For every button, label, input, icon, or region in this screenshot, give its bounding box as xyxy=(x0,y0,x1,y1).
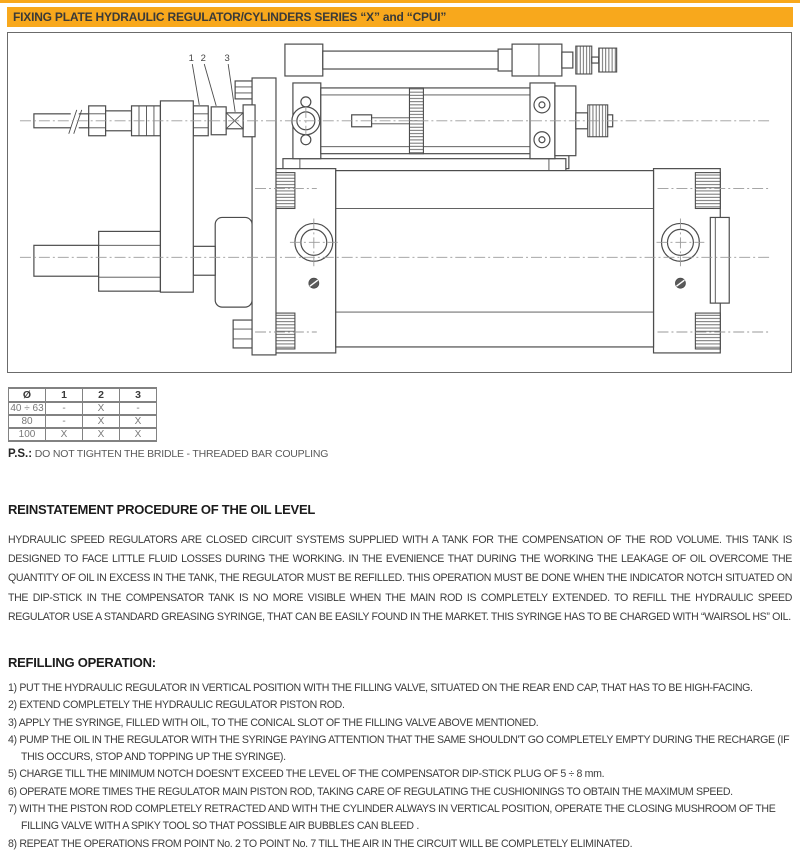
cell: - xyxy=(46,415,83,428)
drawing-frame xyxy=(7,32,792,373)
step-text: CHARGE TILL THE MINIMUM NOTCH DOESN'T EXCEED THE LEVEL OF THE COMPENSATOR DIP-STICK PLUG OF 5 ÷ 8 mm. xyxy=(16,768,605,781)
cell: - xyxy=(120,402,157,415)
diameter-option-table xyxy=(8,387,157,442)
step-text: PUT THE HYDRAULIC REGULATOR IN VERTICAL POSITION WITH THE FILLING VALVE, SITUATED ON THE REAR END CAP, THAT HAS TO BE HIGH-FACING. xyxy=(16,682,753,694)
step-3 xyxy=(8,715,794,732)
ps-prefix: P.S.: xyxy=(8,448,33,460)
col-header-1: 1 xyxy=(46,388,83,402)
refilling-steps xyxy=(8,680,794,853)
step-number: 1) xyxy=(8,682,17,694)
step-1 xyxy=(8,680,794,697)
step-7 xyxy=(8,801,794,836)
step-text: OPERATE MORE TIMES THE REGULATOR MAIN PISTON ROD, TAKING CARE OF REGULATING THE CUSHIONINGS TO OBTAIN THE MAXIMUM SPEED. xyxy=(16,785,733,798)
cell: 40 ÷ 63 xyxy=(10,403,44,414)
col-header-diameter: Ø xyxy=(9,388,46,402)
step-8 xyxy=(8,836,794,853)
step-number: 4) xyxy=(8,733,17,746)
title-band xyxy=(7,7,793,27)
label-3: 3 xyxy=(224,53,230,65)
step-text: EXTEND COMPLETELY THE HYDRAULIC REGULATOR PISTON ROD. xyxy=(16,699,345,712)
part-labels xyxy=(189,53,235,112)
label-2: 2 xyxy=(200,53,206,65)
cell: X xyxy=(120,428,157,441)
top-accent-rule xyxy=(0,0,800,3)
reinstatement-body: HYDRAULIC SPEED REGULATORS ARE CLOSED CIRCUIT SYSTEMS SUPPLIED WITH A TANK FOR THE COMPENSATION OF THE ROD VOLUME. THIS TANK IS DESIGNED TO FACE LITTLE FLUID LOSSES DURING THE WORKING. IN THE EVENIENCE THAT DURING THE WORKING THE LEAKAGE OF OIL OVERCOME THE QUANTITY OF OIL IN EXCESS IN THE TANK, THE REGULATOR MUST BE REFILLED. THIS OPERATION MUST BE DONE WHEN THE INDICATOR NOTCH SITUATED ON THE DIP-STICK IN THE COMPENSATOR TANK IS NO MORE VISIBLE WHEN THE MAIN ROD IS COMPLETELY EXTENDED. TO REFILL THE HYDRAULIC SPEED REGULATOR USE A STANDARD GREASING SYRINGE, THAT CAN BE EASILY FOUND IN THE MARKET. THIS SYRINGE HAS TO BE CHARGED WITH “WAIRSOL HS” OIL. xyxy=(8,534,792,623)
step-number: 7) xyxy=(8,803,17,816)
section-heading-reinstatement: REINSTATEMENT PROCEDURE OF THE OIL LEVEL xyxy=(8,502,316,517)
bridle-fixing-plate xyxy=(160,101,193,292)
step-5 xyxy=(8,766,794,783)
ps-note xyxy=(8,448,328,460)
label-1: 1 xyxy=(188,53,194,65)
table-header-row xyxy=(9,388,157,402)
step-number: 8) xyxy=(8,837,17,850)
col-header-3: 3 xyxy=(120,388,157,402)
cell: X xyxy=(120,415,157,428)
cell: X xyxy=(83,402,120,415)
step-6 xyxy=(8,784,794,801)
cell: 80 xyxy=(9,415,46,428)
step-text: APPLY THE SYRINGE, FILLED WITH OIL, TO THE CONICAL SLOT OF THE FILLING VALVE ABOVE MENTIONED. xyxy=(16,716,539,729)
ps-text: DO NOT TIGHTEN THE BRIDLE - THREADED BAR COUPLING xyxy=(32,448,329,460)
step-number: 2) xyxy=(8,699,17,712)
cell: 100 xyxy=(9,428,46,441)
table-row xyxy=(9,415,157,428)
step-2 xyxy=(8,697,794,714)
main-cylinder xyxy=(270,169,729,353)
step-number: 5) xyxy=(8,768,17,781)
step-text: REPEAT THE OPERATIONS FROM POINT No. 2 TO POINT No. 7 TILL THE AIR IN THE CIRCUIT WILL BE COMPLETELY ELIMINATED. xyxy=(16,837,633,850)
step-4 xyxy=(8,732,794,767)
page-title: FIXING PLATE HYDRAULIC REGULATOR/CYLINDERS SERIES “X” and “CPUI” xyxy=(13,10,447,24)
cell: X xyxy=(46,428,83,441)
col-header-2: 2 xyxy=(83,388,120,402)
step-text: WITH THE PISTON ROD COMPLETELY RETRACTED AND WITH THE CYLINDER ALWAYS IN VERTICAL POSITION, OPERATE THE CLOSING MUSHROOM OF THE FILLING VALVE WITH A SPIKY TOOL SO THAT POSSIBLE AIR BUBBLES CAN BLEED . xyxy=(16,803,776,833)
cell: X xyxy=(83,415,120,428)
cell: X xyxy=(83,428,120,441)
technical-drawing xyxy=(8,33,791,372)
step-number: 6) xyxy=(8,785,17,798)
table-row xyxy=(9,428,157,441)
section-heading-refilling: REFILLING OPERATION: xyxy=(8,655,156,670)
table-row xyxy=(9,402,157,415)
speed-regulator xyxy=(283,44,617,171)
step-number: 3) xyxy=(8,716,17,729)
step-text: PUMP THE OIL IN THE REGULATOR WITH THE SYRINGE PAYING ATTENTION THAT THE SAME SHOULDN'T GO COMPLETELY EMPTY DURING THE RECHARGE (IF THIS OCCURS, STOP AND TOPPING UP THE SYRINGE). xyxy=(16,733,790,764)
cell: - xyxy=(46,402,83,415)
